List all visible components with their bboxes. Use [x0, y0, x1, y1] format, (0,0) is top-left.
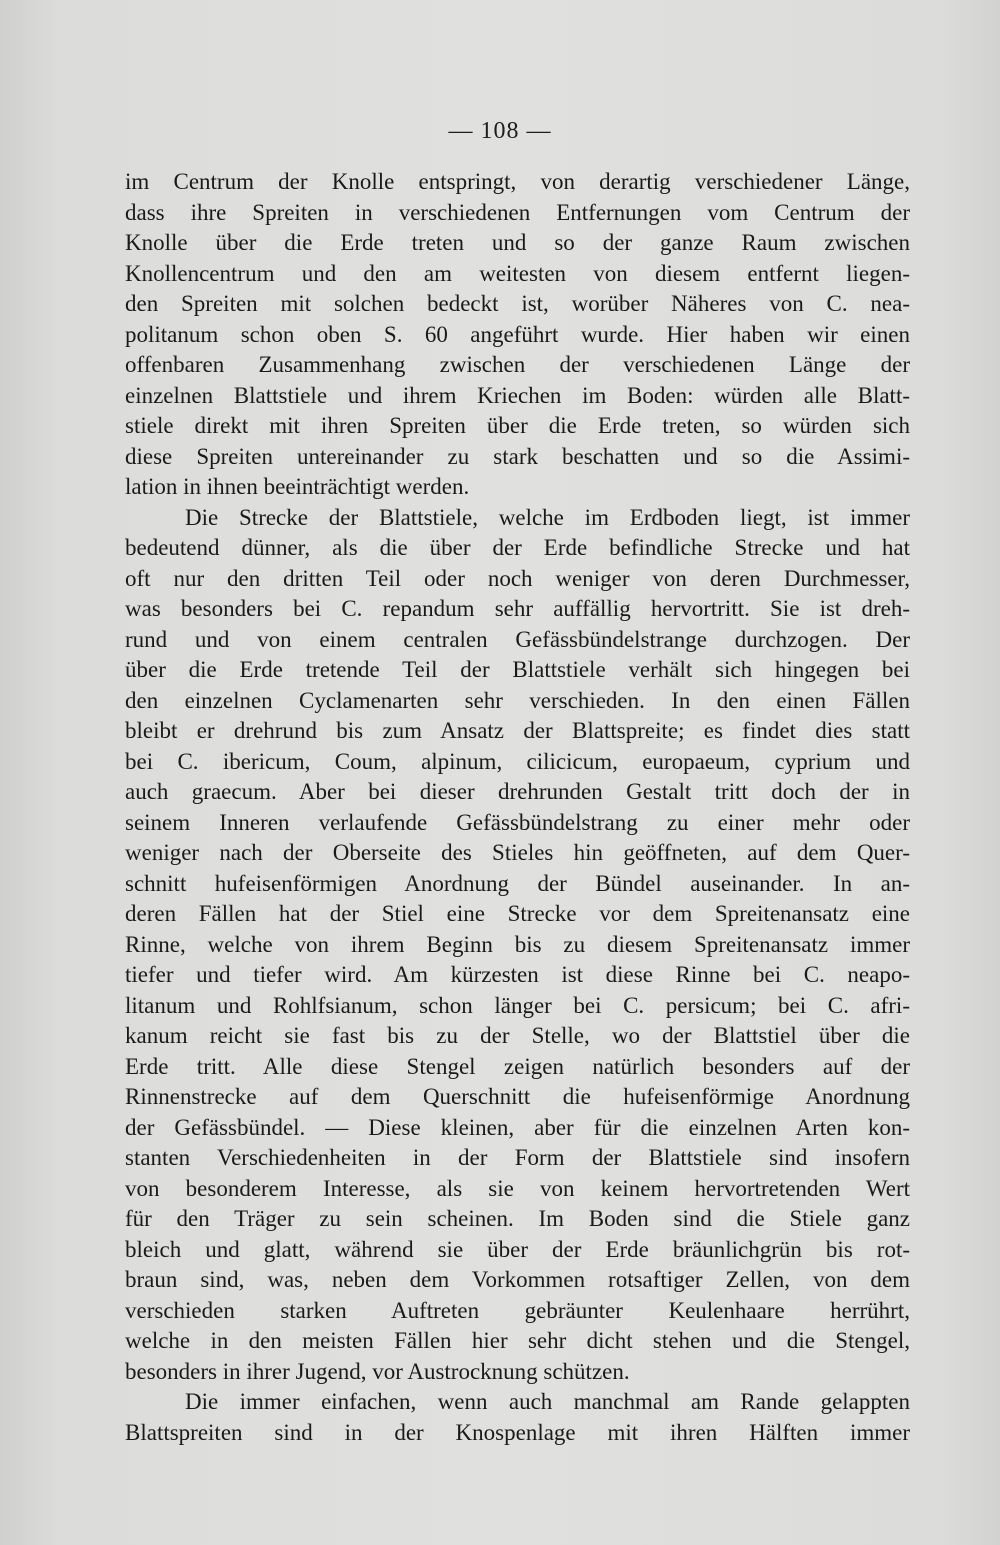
text-line: stanten Verschiedenheiten in der Form der Blattstiele sind insofern	[125, 1145, 910, 1170]
text-line: welche in den meisten Fällen hier sehr dicht stehen und die Stengel,	[125, 1328, 910, 1353]
text-line: bei C. ibericum, Coum, alpinum, cilicicum, europaeum, cyprium und	[125, 748, 910, 774]
text-line: tiefer und tiefer wird. Am kürzesten ist diese Rinne bei C. neapo-	[125, 962, 910, 987]
text-line: kanum reicht sie fast bis zu der Stelle, wo der Blattstiel über die	[125, 1023, 910, 1048]
text-line: braun sind, was, neben dem Vorkommen rotsaftiger Zellen, von dem	[125, 1267, 910, 1292]
text-line: auch graecum. Aber bei dieser drehrunden Gestalt tritt doch der in	[125, 779, 910, 804]
text-line: Rinnenstrecke auf dem Querschnitt die hufeisenförmige Anordnung	[125, 1084, 910, 1109]
text-line: schnitt hufeisenförmigen Anordnung der Bündel auseinander. In an-	[125, 870, 910, 896]
text-line: der Gefässbündel. — Diese kleinen, aber für die einzelnen Arten kon-	[125, 1114, 910, 1140]
text-line: lation in ihnen beeinträchtigt werden.	[125, 474, 470, 499]
text-line: diese Spreiten untereinander zu stark beschatten und so die Assimi-	[125, 443, 910, 469]
text-line: politanum schon oben S. 60 angeführt wurde. Hier haben wir einen	[125, 321, 910, 347]
text-line: seinem Inneren verlaufende Gefässbündelstrang zu einer mehr oder	[125, 809, 910, 835]
text-line: Die immer einfachen, wenn auch manchmal am Rande gelappten	[185, 1389, 910, 1414]
text-line: bleibt er drehrund bis zum Ansatz der Blattspreite; es findet dies statt	[125, 718, 910, 743]
text-line: offenbaren Zusammenhang zwischen der verschiedenen Länge der	[125, 352, 910, 377]
text-line: stiele direkt mit ihren Spreiten über die Erde treten, so würden sich	[125, 413, 910, 438]
text-line: Blattspreiten sind in der Knospenlage mit ihren Hälften immer	[125, 1419, 910, 1445]
text-line: für den Träger zu sein scheinen. Im Boden sind die Stiele ganz	[125, 1206, 910, 1231]
text-line: weniger nach der Oberseite des Stieles hin geöffneten, auf dem Quer-	[125, 840, 910, 865]
text-line: von besonderem Interesse, als sie von keinem hervortretenden Wert	[125, 1175, 910, 1201]
text-line: bleich und glatt, während sie über der Erde bräunlichgrün bis rot-	[125, 1236, 910, 1262]
text-line: verschieden starken Auftreten gebräunter Keulenhaare herrührt,	[125, 1297, 910, 1323]
text-line: besonders in ihrer Jugend, vor Austrocknung schützen.	[125, 1358, 630, 1384]
text-line: deren Fällen hat der Stiel eine Strecke vor dem Spreitenansatz eine	[125, 901, 910, 926]
text-line: oft nur den dritten Teil oder noch weniger von deren Durchmesser,	[125, 565, 910, 591]
text-line: rund und von einem centralen Gefässbündelstrange durchzogen. Der	[125, 626, 910, 652]
text-line: Die Strecke der Blattstiele, welche im Erdboden liegt, ist immer	[185, 504, 910, 530]
text-line: den einzelnen Cyclamenarten sehr verschieden. In den einen Fällen	[125, 687, 910, 713]
text-line: Knolle über die Erde treten und so der ganze Raum zwischen	[125, 230, 910, 255]
body-text	[125, 167, 910, 1448]
text-line: über die Erde tretende Teil der Blattstiele verhält sich hingegen bei	[125, 657, 910, 682]
text-line: litanum und Rohlfsianum, schon länger bei C. persicum; bei C. afri-	[125, 992, 910, 1018]
text-line: einzelnen Blattstiele und ihrem Kriechen im Boden: würden alle Blatt-	[125, 382, 910, 408]
text-line: Erde tritt. Alle diese Stengel zeigen natürlich besonders auf der	[125, 1053, 910, 1079]
text-line: im Centrum der Knolle entspringt, von derartig verschiedener Länge,	[125, 169, 910, 194]
text-line: was besonders bei C. repandum sehr auffällig hervortritt. Sie ist dreh-	[125, 596, 910, 621]
page-number: — 108 —	[448, 118, 552, 144]
text-line: bedeutend dünner, als die über der Erde befindliche Strecke und hat	[125, 535, 910, 560]
text-line: dass ihre Spreiten in verschiedenen Entfernungen vom Centrum der	[125, 199, 910, 225]
text-line: Knollencentrum und den am weitesten von diesem entfernt liegen-	[125, 260, 910, 286]
text-line: den Spreiten mit solchen bedeckt ist, worüber Näheres von C. nea-	[125, 291, 910, 316]
text-line: Rinne, welche von ihrem Beginn bis zu diesem Spreitenansatz immer	[125, 931, 910, 957]
